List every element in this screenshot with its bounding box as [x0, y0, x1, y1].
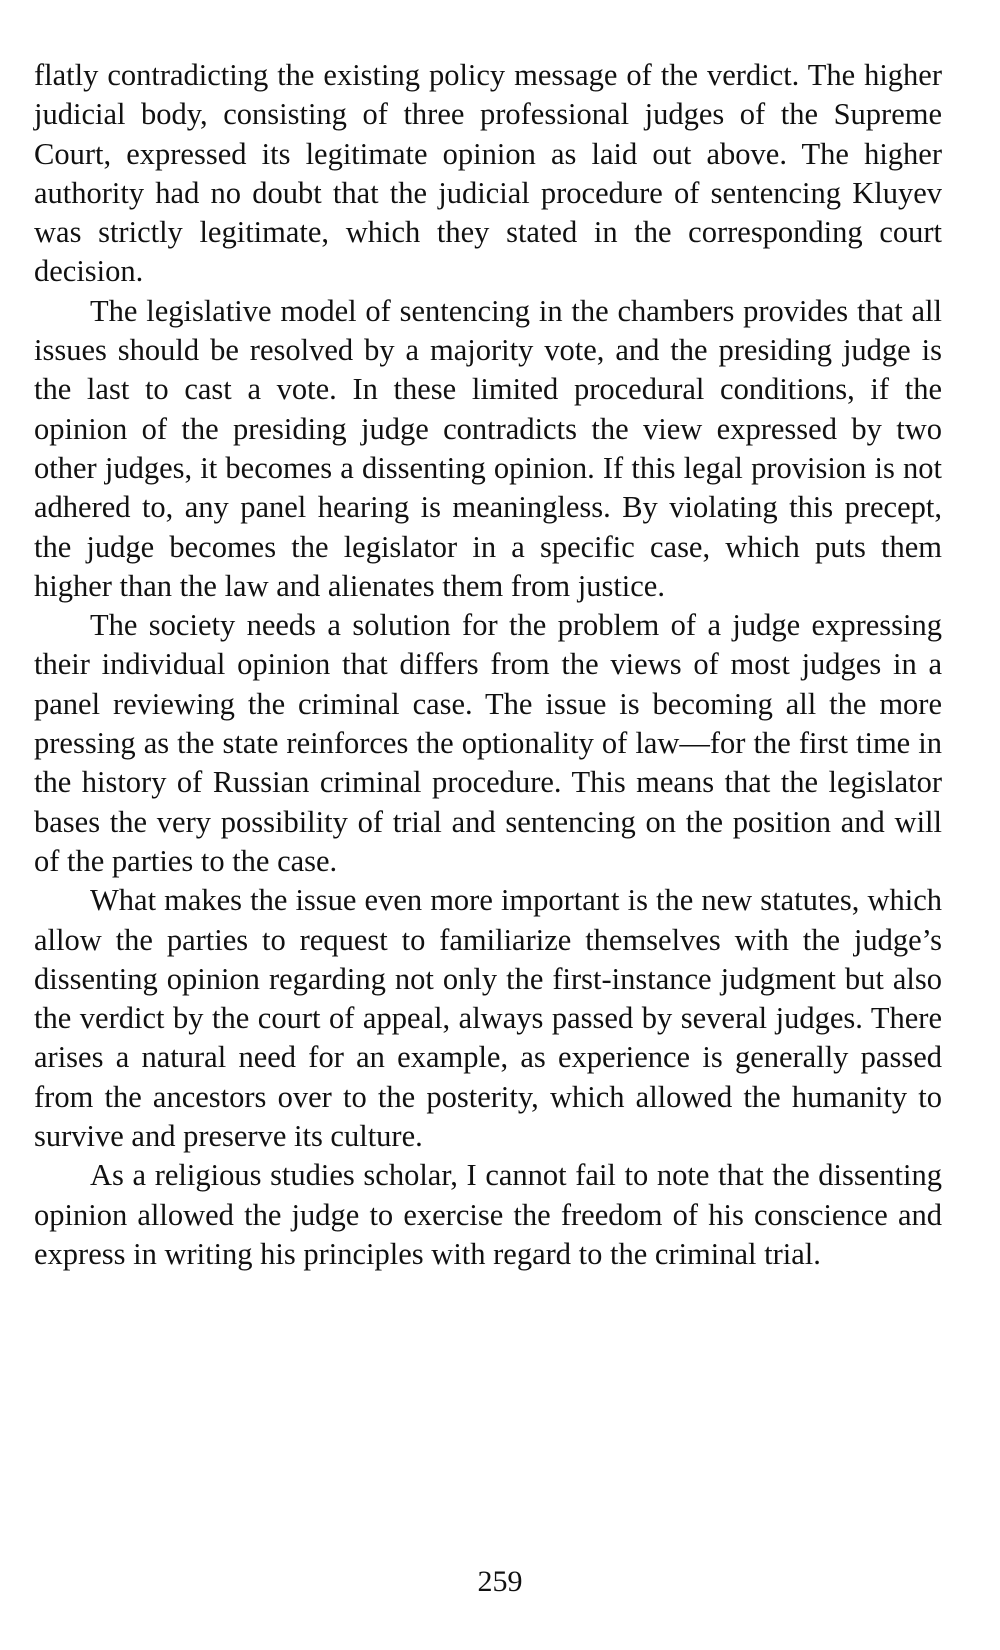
paragraph-continued: flatly contradicting the existing policy message of the verdict. The higher judicial body, consisting of three professional judges of the Supreme Court, expressed its legitimate opinion as laid out above. The higher authority had no doubt that the judicial procedure of sentencing Kluyev was strictly legitimate, which they stated in the corresponding court decision. — [34, 58, 942, 289]
page-number: 259 — [477, 1565, 523, 1598]
paragraph-religious-scholar: As a religious studies scholar, I cannot fail to note that the dissenting opinion allowed the judge to exercise the freedom of his conscience and express in writing his principles with regard to the criminal trial. — [34, 1158, 942, 1271]
paragraph-sentencing-model: The legislative model of sentencing in the chambers provides that all issues should be resolved by a majority vote, and the presiding judge is the last to cast a vote. In these limited procedural conditions, if the opinion of the presiding judge contradicts the view expressed by two other judges, it becomes a dissenting opinion. If this legal provision is not adhered to, any panel hearing is meaningless. By violating this precept, the judge becomes the legislator in a specific case, which puts them higher than the law and alienates them from justice. — [34, 293, 942, 603]
body-text — [34, 56, 942, 1274]
paragraph-new-statutes: What makes the issue even more important is the new statutes, which allow the parties to request to familiarize themselves with the judge’s dissenting opinion regarding not only the first-instance judgment but also the verdict by the court of appeal, always passed by several judges. There arises a natural need for an example, as experience is generally passed from the ancestors over to the posterity, which allowed the humanity to survive and preserve its culture. — [34, 883, 942, 1154]
paragraph-society-needs: The society needs a solution for the problem of a judge expressing their individual opinion that differs from the views of most judges in a panel reviewing the criminal case. The issue is becoming all the more pressing as the state reinforces the optionality of law—for the first time in the history of Russian criminal procedure. This means that the legislator bases the very possibility of trial and sentencing on the position and will of the parties to the case. — [34, 608, 942, 878]
